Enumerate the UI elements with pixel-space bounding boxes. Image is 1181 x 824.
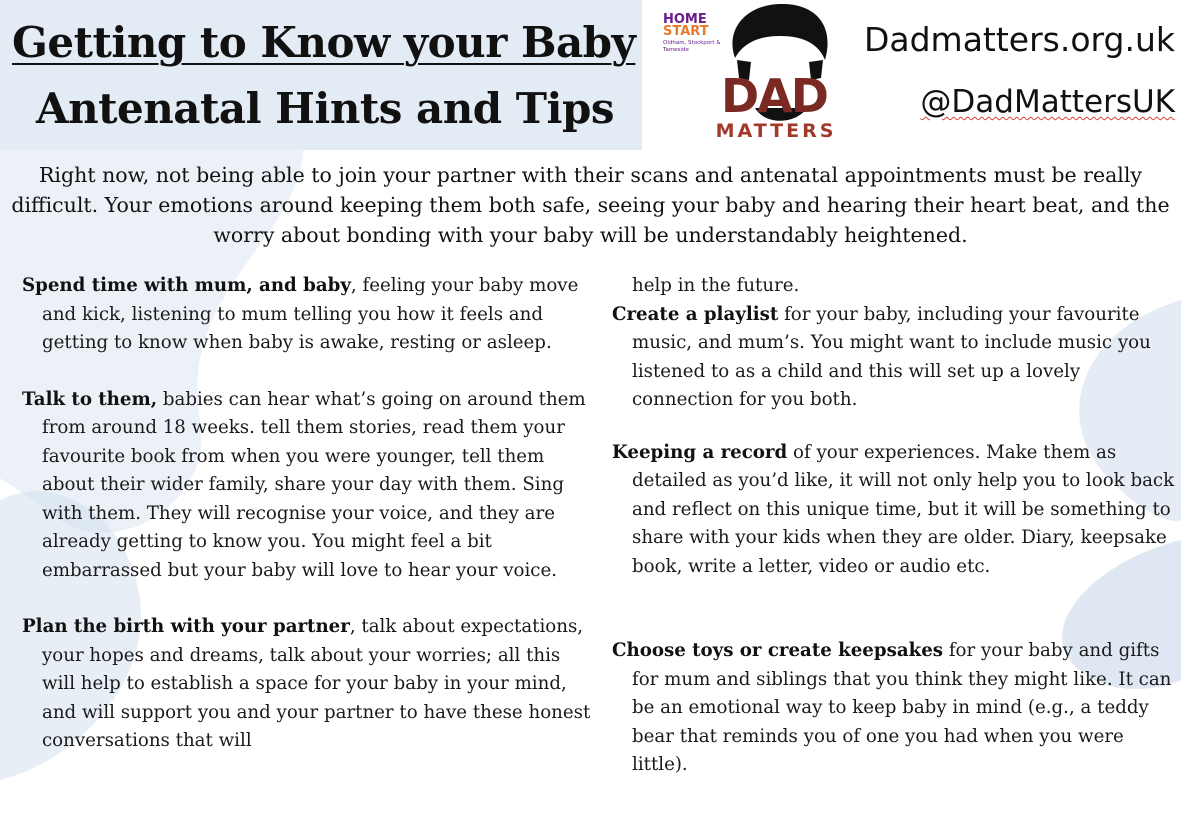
tip-keeping-record: [612, 439, 1177, 582]
tip-text: for your baby and gifts for mum and siblings that you think they might like. It can be an emotional way to keep baby in mind (e.g., a teddy bear that reminds you of one you had when you were little).: [632, 640, 1172, 775]
website-link[interactable]: Dadmatters.org.uk: [863, 20, 1175, 59]
tip-plan-birth: [22, 613, 592, 756]
tip-plan-birth-continuation: help in the future.: [632, 275, 800, 296]
tip-text: , talk about expectations, your hopes and dreams, talk about your worries; all this will help to establish a space for your baby in your mind, and will support you and your partner to have these honest conversations that will: [42, 616, 591, 751]
tips-left-column: [22, 272, 592, 756]
page-subtitle: Antenatal Hints and Tips: [36, 84, 614, 133]
tip-spend-time: [22, 272, 592, 358]
tip-text: babies can hear what’s going on around them from around 18 weeks. tell them stories, read them your favourite book from when you were younger, tell them about their wider family, share your day with them. Sing with them. They will recognise your voice, and they are already getting to know you. You might feel a bit embarrassed but your baby will love to hear your voice.: [42, 388, 586, 581]
tip-heading: Create a playlist: [612, 303, 779, 325]
tip-create-playlist: [612, 301, 1177, 415]
home-start-location: Oldham, Stockport & Tameside: [663, 40, 721, 53]
logo-area: [655, 0, 865, 152]
intro-paragraph: Right now, not being able to join your partner with their scans and antenatal appointments must be really difficult. Your emotions around keeping them both safe, seeing your baby and hearing their heart beat, and the worry about bonding with your baby will be understandably heightened.: [11, 163, 1170, 247]
tip-text: for your baby, including your favourite music, and mum’s. You might want to include music you listened to as a child and this will set up a lovely connection for you both.: [632, 303, 1151, 410]
home-start-word-start: START: [663, 24, 709, 39]
tip-text: , feeling your baby move and kick, listening to mum telling you how it feels and getting to know when baby is awake, resting or asleep.: [42, 275, 579, 353]
tip-talk-to-them: [22, 386, 592, 586]
tip-heading: Keeping a record: [612, 441, 788, 463]
page-title: Getting to Know your Baby: [12, 18, 636, 67]
home-start-word-home: HOME: [663, 12, 707, 27]
dad-matters-logo-dad: DAD: [721, 69, 827, 123]
title-panel: [0, 0, 642, 150]
tip-text: of your experiences. Make them as detailed as you’d like, it will not only help you to look back and reflect on this unique time, but it will be something to share with your kids when they are older. Diary, keepsake book, write a letter, video or audio etc.: [632, 441, 1175, 577]
tip-heading: Plan the birth with your partner: [22, 616, 350, 637]
tip-toys-keepsakes: [612, 637, 1177, 780]
tip-heading: Talk to them,: [22, 388, 158, 410]
tip-heading: Choose toys or create keepsakes: [612, 640, 944, 661]
dad-matters-logo-matters: MATTERS: [715, 120, 837, 142]
social-handle-text: @DadMattersUK: [920, 84, 1175, 120]
social-handle[interactable]: [920, 84, 1175, 120]
tip-heading: Spend time with mum, and baby: [22, 275, 351, 296]
tips-right-column: [612, 272, 1177, 780]
